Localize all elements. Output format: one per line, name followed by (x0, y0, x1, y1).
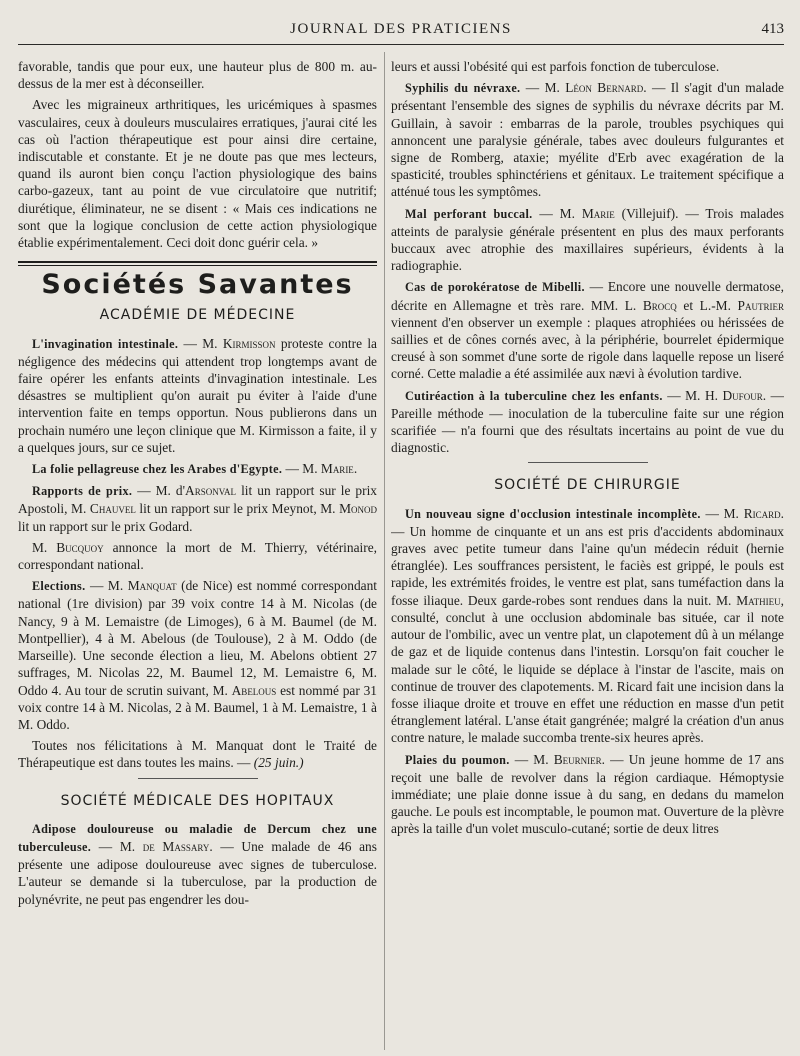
article-text: . — Il s'agit d'un malade présentant l'ensemble des signes de syphilis du névraxe décrits par M. Guillain, à savoir : embarras de la parole, troubles psychiques qui annoncent une paralysie générale, tabes avec douleurs fulgurantes et signe de Romberg, ataxie; myélite d'Erb avec exagération de la spasticité, troubles sphinctériens et génitaux. Le traitement spécifique a atténué tous les symptômes. (391, 80, 784, 200)
author-name: Brocq (642, 297, 677, 313)
article-separator: — M. (178, 335, 223, 351)
article-text: lit un rapport sur le prix Godard. (18, 518, 193, 534)
author-name: Kirmisson (222, 335, 276, 351)
academie-heading: ACADÉMIE DE MÉDECINE (99, 307, 296, 324)
article-date: (25 juin.) (253, 755, 304, 771)
article-syphilis (391, 79, 784, 200)
page-number: 413 (761, 21, 784, 37)
article-cutireaction (391, 387, 784, 457)
paragraph-arthritiques: Avec les migraineux arthritiques, les uricémiques à spasmes vasculaires, ceux à douleurs musculaires erratiques, j'aurai cité les cas où l'action thérapeutique est pour ainsi dire certaine, indiscutable et constante. Et je ne doute pas que mes lecteurs, quand ils auront bien conçu l'action physiologique des bains carbo-gazeux, tant au point de vue circulatoire que nutritif; diurétique, éliminateur, ne se disent : « Mais ces indications ne sont que la logique conclusion de cette action physiologique établie expérimentalement. Ceci doit donc guérir cela. » (18, 97, 377, 251)
article-text: — M. (532, 205, 582, 221)
article-text: — M. H. (662, 387, 723, 403)
author-name: Beurnier (553, 751, 602, 767)
article-text: — M. (700, 505, 744, 521)
author-name: Bucquoy (56, 539, 104, 555)
article-text: annonce la mort de M. Thierry, vétérinaire, correspondant national. (18, 539, 377, 573)
article-text: lit un rapport sur le prix Apostoli, M. (18, 483, 377, 517)
article-text: Toutes nos félicitations à M. Manquat dont le Traité de Thérapeutique est dans toutes les mains. — (18, 738, 377, 771)
article-title: Mal perforant buccal. (405, 206, 533, 221)
author-name: Monod (339, 501, 377, 517)
article-title: Plaies du poumon. (405, 752, 510, 767)
section-rule-small (528, 462, 648, 463)
author-name: de Massary (142, 838, 210, 854)
article-text: M. (32, 539, 57, 555)
section-rule-small (138, 778, 258, 779)
chirurgie-heading: SOCIÉTÉ DE CHIRURGIE (494, 477, 681, 494)
article-text: . — Un homme de cinquante et un ans est pris d'accidents abdominaux graves avec petite tumeur dans l'aine qu'un médecin réduit (hernie étranglée). Les souffrances persistent, le faciès est grippé, le pouls est rapide, les extrémités froides, le ventre est plat, sans tuméfaction dans la fosse iliaque. Deux garde-robes sont rendues dans la nuit. M. (391, 505, 784, 608)
author-name: Marie (320, 461, 354, 477)
article-text: — M. (91, 838, 143, 854)
author-name: Léon Bernard (565, 80, 644, 96)
article-occlusion (391, 505, 784, 747)
article-text: (de Nice) est nommé correspondant national (1re division) par 39 voix contre 14 à M. Nicolas (de Nancy, 9 à M. Lemaistre (de Limoges), 6 à M. Baumel (de M. Montpellier), 4 à M. Abelous (de Toulouse), 2 à M. Oddo (de Marseille). Une seconde élection a lieu, M. Abelons obtient 27 suffrages, M. Nicolas 22, M. Baumel 12, M. Lemaistre 6, M. Oddo 4. Au tour de scrutin suivant, M. (18, 578, 377, 698)
author-name: Arsonval (185, 483, 237, 499)
article-text: . — Pareille méthode — inoculation de la tuberculine faite sur une région scarifiée — n'a fourni que des résultats incertains au point de vue du diagnostic. (391, 387, 784, 456)
right-column (391, 58, 784, 1050)
article-title: Adipose douloureuse ou maladie de Dercum chez une tuberculeuse. (18, 821, 377, 854)
smh-heading: SOCIÉTÉ MÉDICALE DES HOPITAUX (60, 792, 335, 809)
article-text: — M. (509, 751, 554, 767)
article-text: . (353, 461, 358, 477)
article-text: et L.-M. (676, 297, 738, 313)
article-porokeratose (391, 278, 784, 382)
article-title: Rapports de prix. (32, 484, 133, 499)
section-title: Sociétés Savantes (41, 269, 354, 301)
article-text: — M. (85, 578, 128, 594)
article-title: Cutiréaction à la tuberculine chez les enfants. (405, 388, 663, 403)
article-text: , consulté, conclut à une occlusion abdominale bas située, car il note autour de l'ombilic, avec un ventre plat, un clapotement dû à un mélange de gaz et de liquide contenus dans l'intestin. Lorsqu'on fait coucher le malade sur le côté, le liquide se déplace à l'instar de l'ascite, mais on continue de trouver des clapotements. M. Ricard fait une incision dans la fosse iliaque droite et trouve en effet une réduction en masse d'un petit étranglement latéral. L'anse était gangrénée; malgré la création d'un anus contre nature, le malade succomba trente-six heures après. (391, 592, 784, 746)
author-name: Ricard (743, 505, 781, 521)
author-name: Chauvel (89, 501, 136, 517)
article-plaies (391, 751, 784, 838)
paragraph-continued: favorable, tandis que pour eux, une hauteur plus de 800 m. au-dessus de la mer est à déconseiller. (18, 59, 377, 92)
author-name: Marie (581, 205, 615, 221)
article-felicitations (18, 737, 377, 771)
column-divider (384, 52, 385, 1050)
article-text: — Encore une nouvelle dermatose, décrite en Allemagne et très rare. MM. L. (391, 279, 784, 313)
article-text: — M. d' (132, 483, 186, 499)
article-text: lit un rapport sur le prix Meynot, M. (135, 501, 340, 517)
author-name: Pautrier (737, 297, 784, 313)
article-text: (Villejuif). — Trois malades atteints de paralysie générale présentent en plus des maux perforants buccaux avec atrophie des maxillaires supérieurs, évidents à la radiographie. (391, 205, 784, 274)
article-adipose (18, 820, 377, 908)
author-name: Abelous (231, 682, 277, 698)
article-title: Elections. (32, 579, 86, 594)
article-text: . — Une malade de 46 ans présente une adipose douloureuse avec signes de tuberculose. L'auteur se demande si la tuberculose, par la production de polynévrite, ne peut pas engendrer les dou- (18, 838, 377, 907)
article-text: . — Un jeune homme de 17 ans reçoit une balle de revolver dans la région cardiaque. Hémoptysie immédiate; une plaie donne issue à du sang, en dedans du mamelon gauche. Le pouls est incomptable, le poumon mat. Ouverture de la plèvre après la taille d'un volet musculo-cutané; sortie de deux litres (391, 751, 784, 837)
article-mal-perforant (391, 205, 784, 275)
article-title: Cas de porokératose de Mibelli. (405, 280, 585, 295)
article-separator: — M. (282, 461, 321, 477)
article-title: L'invagination intestinale. (32, 336, 179, 351)
article-text: viennent d'en observer un exemple : plaques atrophiées ou hérissées de saillies et de cônes cornés avec, à la périphérie, bourrelet épidermique creusé à son sommet d'une sorte de rigole dans laquelle repose un liseré corné. Cette maladie a été assimilée aux nævi à évolution tardive. (391, 314, 784, 382)
running-header (18, 18, 784, 45)
article-bucquoy (18, 539, 377, 573)
section-rule (18, 261, 377, 266)
author-name: Mathieu (736, 592, 781, 608)
journal-title: JOURNAL DES PRATICIENS (290, 21, 512, 37)
paragraph-continued: leurs et aussi l'obésité qui est parfois fonction de tuberculose. (391, 59, 720, 74)
article-rapports-prix (18, 482, 377, 535)
article-title: Un nouveau signe d'occlusion intestinale incomplète. (405, 506, 701, 521)
article-folie (18, 460, 377, 478)
article-text: — M. (520, 80, 566, 96)
article-invagination (18, 335, 377, 456)
author-name: Dufour (722, 387, 763, 403)
article-elections (18, 577, 377, 733)
left-column (18, 58, 377, 1050)
author-name: Manquat (127, 578, 177, 594)
article-title: Syphilis du névraxe. (405, 81, 521, 96)
article-text: proteste contre la négligence des médecins qui attendent trop longtemps avant de faire opérer les enfants atteints d'invagination intestinale. Les désastres se multiplient qu'on aurait pu éviter à l'aide d'une intervention faite en temps opportun. Nous publierons dans un prochain numéro une leçon clinique que M. Kirmisson a faite, il y a quelques jours, sur ce sujet. (18, 335, 377, 455)
article-title: La folie pellagreuse chez les Arabes d'Egypte. (32, 462, 283, 477)
article-text: est nommé par 31 voix contre 14 à M. Nicolas, 2 à M. Baumel, 1 à M. Lemaistre, 1 à M. Oddo. (18, 682, 377, 732)
